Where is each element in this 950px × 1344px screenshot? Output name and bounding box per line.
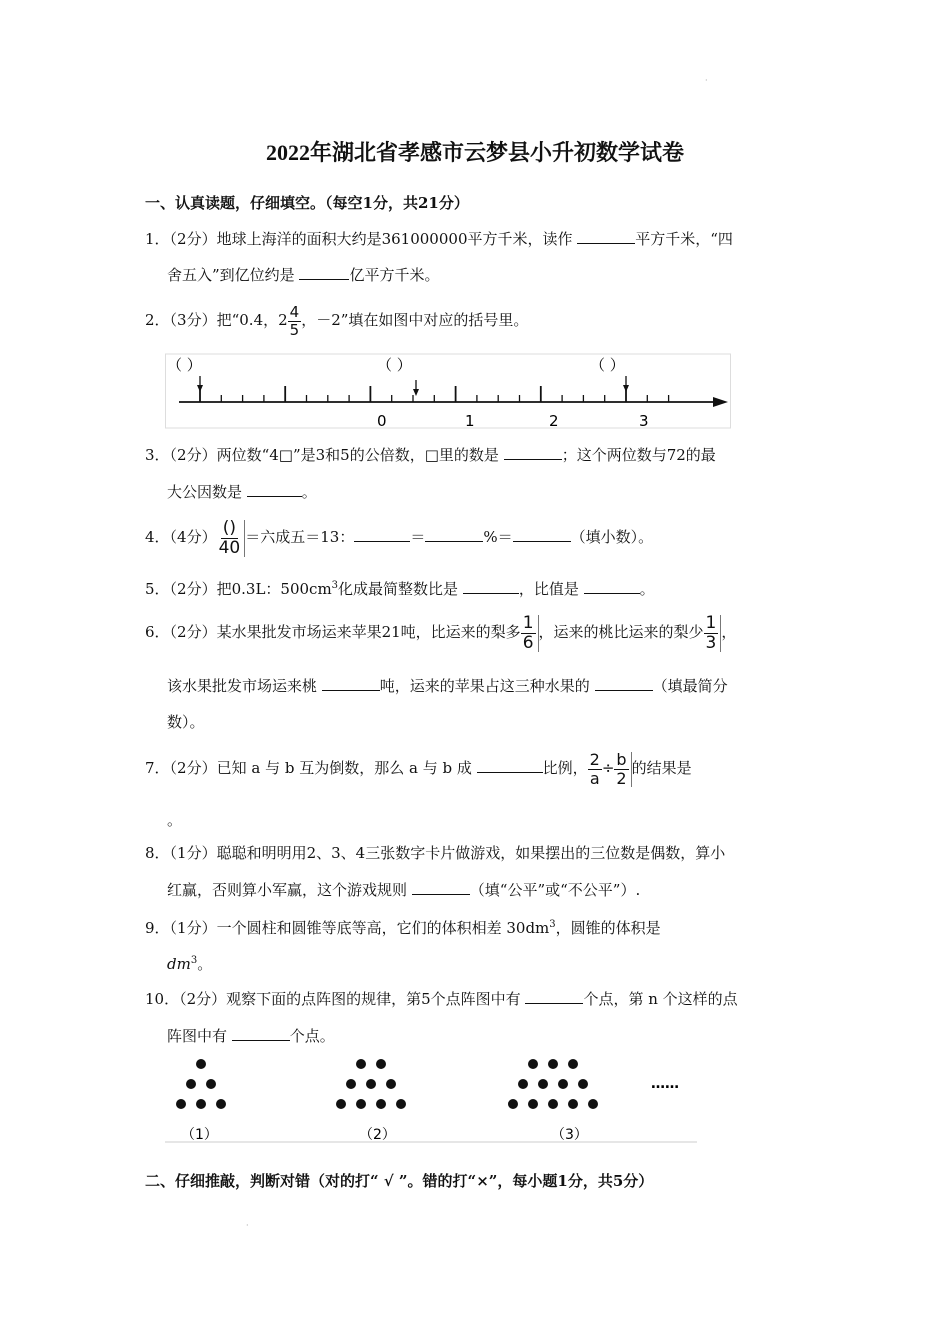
q4-blank-3[interactable] <box>513 527 571 542</box>
q5-blank-2[interactable] <box>584 579 640 594</box>
q5-text-d: 。 <box>639 580 655 598</box>
q3-text-a: （2分）两位数“4□”是3和5的公倍数，□里的数是 <box>169 446 499 464</box>
pattern-1-dot <box>206 1079 216 1089</box>
q9-unit-sup: 3 <box>190 955 198 966</box>
q6-text-b: ，运来的桃比运来的梨少 <box>538 623 704 641</box>
q4-frac-denominator: 40 <box>218 537 241 558</box>
pattern-2-dot <box>376 1059 386 1069</box>
pattern-3-dot <box>528 1099 538 1109</box>
q5-number: 5． <box>145 580 170 598</box>
question-7 <box>145 745 692 791</box>
q7-frac2-numerator: b <box>616 749 627 769</box>
q10-line1a: （2分）观察下面的点阵图的规律，第5个点阵图中有 <box>179 990 521 1008</box>
pointer-arrow-2 <box>413 380 419 396</box>
pattern-3-dot <box>528 1059 538 1069</box>
q1-text: （2分）地球上海洋的面积大约是361000000平方千米，读作 <box>169 230 573 248</box>
question-6 <box>145 609 736 655</box>
caption-3: （3） <box>551 1127 588 1143</box>
question-5 <box>145 575 655 600</box>
question-7-line-2: 。 <box>167 811 183 829</box>
pattern-1-dot <box>176 1099 186 1109</box>
q5-sup: 3 <box>331 580 339 591</box>
q5-blank-1[interactable] <box>463 579 519 594</box>
section-1-heading: 一、认真读题，仔细填空。（每空1分，共21分） <box>145 194 469 212</box>
axis-label-1: 1 <box>465 412 475 430</box>
q7-text-b: 比例， <box>542 759 588 777</box>
question-3 <box>145 444 716 466</box>
bracket-2: （ ） <box>377 356 412 374</box>
q9-line1a: （1分）一个圆柱和圆锥等底等高，它们的体积相差 30dm <box>169 919 550 937</box>
ellipsis: …… <box>651 1076 679 1092</box>
q4-number: 4． <box>145 528 170 546</box>
q6-line2a: 该水果批发市场运来桃 <box>167 677 318 695</box>
q6-number: 6． <box>145 623 170 641</box>
q9-unit: dm <box>167 955 191 973</box>
q4-eq: ＝ <box>410 528 426 546</box>
pattern-3-dot <box>538 1079 548 1089</box>
q10-blank-2[interactable] <box>232 1026 290 1041</box>
q1-blank-1[interactable] <box>577 229 635 244</box>
q3-blank-1[interactable] <box>504 445 562 460</box>
q4-blank-1[interactable] <box>354 527 410 542</box>
q9-sup: 3 <box>549 919 556 930</box>
q6-line2c: （填最简分 <box>652 677 728 695</box>
q7-frac1-denominator: a <box>589 768 600 788</box>
dot-patterns <box>176 1059 598 1109</box>
q1-blank-2[interactable] <box>299 265 349 280</box>
question-10-line-2 <box>167 1025 335 1047</box>
q10-blank-1[interactable] <box>525 989 583 1004</box>
axis-label-3: 3 <box>639 412 649 430</box>
q5-text-b: 化成最简整数比是 <box>338 580 459 598</box>
q7-divide: ÷ <box>601 759 615 777</box>
bracket-3: （ ） <box>590 356 625 374</box>
q8-blank[interactable] <box>412 880 470 895</box>
q3-line2-end: 。 <box>301 483 317 501</box>
q9-line1b: ，圆锥的体积是 <box>555 919 661 937</box>
pattern-3-dot <box>568 1099 578 1109</box>
q4-frac-numerator: () <box>222 517 237 538</box>
caption-2: （2） <box>359 1127 396 1143</box>
pattern-3-dot <box>568 1059 578 1069</box>
question-2 <box>145 300 528 340</box>
q8-line1: （1分）聪聪和明明用2、3、4三张数字卡片做游戏，如果摆出的三位数是偶数，算小 <box>169 844 726 862</box>
pattern-1-dot <box>216 1099 226 1109</box>
pattern-2-dot <box>376 1099 386 1109</box>
q4-pct: %＝ <box>483 528 513 546</box>
pointer-arrow-1 <box>197 376 203 392</box>
pattern-1-dot <box>196 1099 206 1109</box>
question-1 <box>145 228 733 250</box>
q9-number: 9． <box>145 919 170 937</box>
axis-label-2: 2 <box>549 412 559 430</box>
pattern-2-dot <box>356 1059 366 1069</box>
q5-text-a: （2分）把0.3L：500cm <box>169 580 332 598</box>
q6-frac2-numerator: 1 <box>705 612 717 633</box>
q7-fraction-2 <box>614 749 631 788</box>
dot-pattern-figure <box>165 1052 699 1144</box>
q9-line2b: 。 <box>197 955 213 973</box>
question-6-line-3: 数）。 <box>167 713 205 731</box>
q6-line2b: 吨，运来的苹果占这三种水果的 <box>379 677 590 695</box>
bottom-mark: · <box>246 1221 249 1230</box>
pattern-2-dot <box>346 1079 356 1089</box>
q3-number: 3． <box>145 446 170 464</box>
pattern-2-dot <box>356 1099 366 1109</box>
q7-text-a: （2分）已知 a 与 b 互为倒数，那么 a 与 b 成 <box>169 759 472 777</box>
bracket-1: （ ） <box>167 356 202 374</box>
q2-frac-denominator: 5 <box>289 320 300 339</box>
q7-text-c: 的结果是 <box>631 759 692 777</box>
q4-text-b: ＝六成五＝13： <box>245 528 355 546</box>
q2-frac-numerator: 4 <box>289 302 300 321</box>
caption-1: （1） <box>181 1127 218 1143</box>
q6-frac1-denominator: 6 <box>522 632 534 653</box>
pattern-2-dot <box>336 1099 346 1109</box>
pattern-3-dot <box>518 1079 528 1089</box>
q6-text-a: （2分）某水果批发市场运来苹果21吨，比运来的梨多 <box>169 623 521 641</box>
axis-label-0: 0 <box>377 412 387 430</box>
q4-text-c: （填小数）。 <box>570 528 654 546</box>
pattern-3-dot <box>548 1099 558 1109</box>
pointer-arrow-3 <box>623 376 629 392</box>
question-9-line-2 <box>167 950 212 975</box>
q4-text-a: （4分） <box>169 528 217 546</box>
q10-line1b: 个点，第 n 个这样的点 <box>583 990 738 1008</box>
question-8 <box>145 842 725 864</box>
pattern-1-dot <box>186 1079 196 1089</box>
question-4 <box>145 514 653 560</box>
axis-ticks <box>200 386 669 402</box>
pattern-1-dot <box>196 1059 206 1069</box>
q2-text-b: ，－2”填在如图中对应的括号里。 <box>301 311 529 329</box>
q8-number: 8． <box>145 844 170 862</box>
pattern-3-dot <box>548 1059 558 1069</box>
q7-fraction-1 <box>588 749 602 788</box>
question-1-line-2 <box>167 264 439 286</box>
pattern-2-dot <box>366 1079 376 1089</box>
q7-blank-1[interactable] <box>477 758 543 773</box>
q6-fraction-1 <box>521 612 539 653</box>
pattern-3-dot <box>508 1099 518 1109</box>
q6-fraction-2 <box>704 612 722 653</box>
axis-arrow <box>713 397 728 407</box>
q6-blank-2[interactable] <box>595 676 653 691</box>
q3-line2: 大公因数是 <box>167 483 243 501</box>
question-9 <box>145 914 661 939</box>
pattern-2-dot <box>396 1099 406 1109</box>
q7-frac1-numerator: 2 <box>589 749 600 769</box>
q2-number: 2． <box>145 311 170 329</box>
q2-text-a: （3分）把“0.4，2 <box>169 311 288 329</box>
pattern-2-dot <box>386 1079 396 1089</box>
question-6-line-2 <box>167 675 728 697</box>
page-title: 2022年湖北省孝感市云梦县小升初数学试卷 <box>265 140 684 165</box>
q3-blank-2[interactable] <box>247 482 302 497</box>
question-10 <box>145 988 738 1010</box>
q6-frac2-denominator: 3 <box>705 632 717 653</box>
section-2-heading: 二、仔细推敲，判断对错（对的打“ √ ”。错的打“×”，每小题1分，共5分） <box>145 1172 654 1190</box>
question-8-line-2 <box>167 879 640 901</box>
q4-fraction <box>217 517 246 558</box>
q1-text-b: 平方千米，“四 <box>635 230 733 248</box>
q10-number: 10． <box>145 990 180 1008</box>
q8-line2b: （填“公平”或“不公平”）. <box>469 881 641 899</box>
question-3-line-2 <box>167 481 317 503</box>
q1-line2-b: 亿平方千米。 <box>349 266 440 284</box>
q7-number: 7． <box>145 759 170 777</box>
pattern-3-dot <box>578 1079 588 1089</box>
q10-line2a: 阵图中有 <box>167 1027 228 1045</box>
pattern-3-dot <box>588 1099 598 1109</box>
q7-frac2-denominator: 2 <box>616 768 627 788</box>
q10-line2b: 个点。 <box>289 1027 335 1045</box>
top-mark: · <box>705 76 708 85</box>
q1-number: 1． <box>145 230 170 248</box>
q2-fraction <box>288 302 302 339</box>
q4-blank-2[interactable] <box>425 527 483 542</box>
q8-line2a: 红赢，否则算小军赢，这个游戏规则 <box>167 881 408 899</box>
number-line-figure <box>165 352 731 430</box>
q1-line2: 舍五入”到亿位约是 <box>167 266 295 284</box>
q6-frac1-numerator: 1 <box>522 612 534 633</box>
pattern-3-dot <box>558 1079 568 1089</box>
q6-blank-1[interactable] <box>322 676 380 691</box>
q3-text-b: ；这个两位数与72的最 <box>561 446 716 464</box>
q6-text-c: ， <box>721 623 737 641</box>
q5-text-c: ，比值是 <box>518 580 579 598</box>
